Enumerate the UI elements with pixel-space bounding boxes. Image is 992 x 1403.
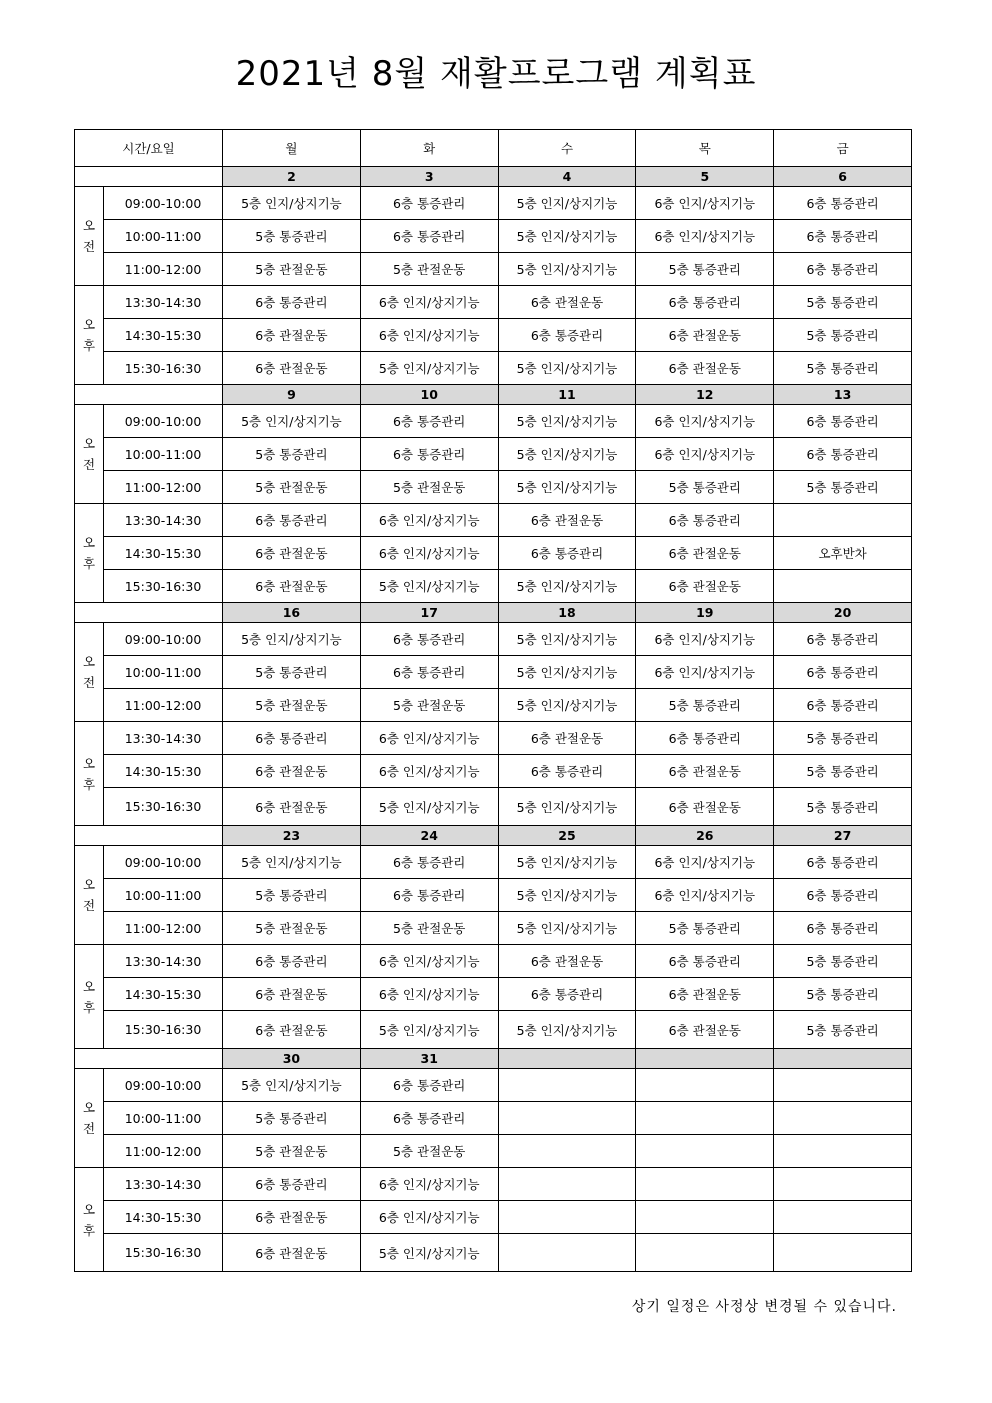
table-row xyxy=(75,220,912,253)
table-row xyxy=(75,253,912,286)
date-cell xyxy=(636,1049,774,1069)
time-slot-label: 14:30-15:30 xyxy=(104,978,223,1011)
period-label-pm: 오 후 xyxy=(75,1168,104,1272)
program-cell: 6층 통증관리 xyxy=(360,1102,498,1135)
program-cell: 5층 통증관리 xyxy=(223,220,361,253)
program-cell: 6층 관절운동 xyxy=(223,319,361,352)
program-cell: 5층 관절운동 xyxy=(223,1135,361,1168)
date-row xyxy=(75,385,912,405)
time-slot-label: 09:00-10:00 xyxy=(104,623,223,656)
period-label-am: 오 전 xyxy=(75,405,104,504)
table-row xyxy=(75,1011,912,1049)
table-row xyxy=(75,689,912,722)
day-header-tue: 화 xyxy=(360,130,498,167)
program-cell: 6층 인지/상지기능 xyxy=(360,504,498,537)
program-cell: 5층 인지/상지기능 xyxy=(498,623,636,656)
program-cell: 6층 관절운동 xyxy=(636,319,774,352)
program-cell xyxy=(636,1168,774,1201)
table-row xyxy=(75,945,912,978)
date-cell: 11 xyxy=(498,385,636,405)
program-cell: 6층 통증관리 xyxy=(223,945,361,978)
date-cell xyxy=(498,1049,636,1069)
table-row xyxy=(75,570,912,603)
program-cell xyxy=(498,1102,636,1135)
program-cell: 6층 통증관리 xyxy=(636,945,774,978)
time-slot-label: 14:30-15:30 xyxy=(104,319,223,352)
page-title: 2021년 8월 재활프로그램 계획표 xyxy=(235,54,757,94)
date-cell: 13 xyxy=(774,385,912,405)
table-row xyxy=(75,286,912,319)
period-label-am: 오 전 xyxy=(75,623,104,722)
day-header-mon: 월 xyxy=(223,130,361,167)
program-cell xyxy=(774,1234,912,1272)
date-cell: 5 xyxy=(636,167,774,187)
program-cell: 5층 관절운동 xyxy=(360,689,498,722)
program-cell: 6층 통증관리 xyxy=(360,405,498,438)
program-cell: 6층 인지/상지기능 xyxy=(360,945,498,978)
date-cell: 9 xyxy=(223,385,361,405)
program-cell: 6층 관절운동 xyxy=(636,788,774,826)
program-cell: 5층 통증관리 xyxy=(774,945,912,978)
program-cell: 6층 통증관리 xyxy=(774,879,912,912)
program-cell: 6층 관절운동 xyxy=(498,722,636,755)
program-cell: 6층 인지/상지기능 xyxy=(636,438,774,471)
table-row xyxy=(75,1135,912,1168)
time-slot-label: 13:30-14:30 xyxy=(104,945,223,978)
program-cell: 6층 통증관리 xyxy=(223,286,361,319)
program-cell: 6층 관절운동 xyxy=(636,537,774,570)
program-cell: 6층 통증관리 xyxy=(774,187,912,220)
period-label-pm: 오 후 xyxy=(75,504,104,603)
program-cell xyxy=(636,1135,774,1168)
table-row xyxy=(75,1234,912,1272)
time-slot-label: 11:00-12:00 xyxy=(104,253,223,286)
table-row xyxy=(75,471,912,504)
table-row xyxy=(75,1069,912,1102)
program-cell: 5층 인지/상지기능 xyxy=(223,405,361,438)
time-slot-label: 11:00-12:00 xyxy=(104,912,223,945)
date-cell: 25 xyxy=(498,826,636,846)
date-cell: 12 xyxy=(636,385,774,405)
program-cell: 5층 인지/상지기능 xyxy=(498,220,636,253)
table-row xyxy=(75,722,912,755)
time-slot-label: 14:30-15:30 xyxy=(104,537,223,570)
program-cell xyxy=(774,1102,912,1135)
program-cell: 5층 인지/상지기능 xyxy=(498,570,636,603)
program-cell: 6층 통증관리 xyxy=(360,187,498,220)
program-cell: 5층 인지/상지기능 xyxy=(498,187,636,220)
program-cell: 6층 통증관리 xyxy=(774,623,912,656)
program-cell: 5층 관절운동 xyxy=(223,471,361,504)
date-row xyxy=(75,167,912,187)
date-row xyxy=(75,1049,912,1069)
time-slot-label: 10:00-11:00 xyxy=(104,656,223,689)
program-cell: 6층 인지/상지기능 xyxy=(360,978,498,1011)
program-cell: 6층 인지/상지기능 xyxy=(636,846,774,879)
program-cell: 6층 관절운동 xyxy=(498,945,636,978)
date-cell: 30 xyxy=(223,1049,361,1069)
program-cell: 6층 인지/상지기능 xyxy=(360,319,498,352)
program-cell: 5층 인지/상지기능 xyxy=(223,623,361,656)
program-cell: 5층 인지/상지기능 xyxy=(223,187,361,220)
program-cell: 6층 통증관리 xyxy=(636,286,774,319)
program-cell: 5층 인지/상지기능 xyxy=(360,1011,498,1049)
time-slot-label: 11:00-12:00 xyxy=(104,1135,223,1168)
time-slot-label: 15:30-16:30 xyxy=(104,352,223,385)
program-cell: 6층 관절운동 xyxy=(636,352,774,385)
program-cell: 6층 인지/상지기능 xyxy=(636,623,774,656)
time-slot-label: 10:00-11:00 xyxy=(104,220,223,253)
date-cell: 31 xyxy=(360,1049,498,1069)
period-label-am: 오 전 xyxy=(75,187,104,286)
time-slot-label: 13:30-14:30 xyxy=(104,504,223,537)
schedule-body xyxy=(75,130,912,1272)
table-row xyxy=(75,504,912,537)
program-cell xyxy=(636,1102,774,1135)
program-cell: 5층 통증관리 xyxy=(774,471,912,504)
program-cell: 6층 관절운동 xyxy=(223,537,361,570)
table-row xyxy=(75,405,912,438)
program-cell: 6층 통증관리 xyxy=(774,656,912,689)
program-cell: 5층 인지/상지기능 xyxy=(498,912,636,945)
period-label-pm: 오 후 xyxy=(75,286,104,385)
program-cell: 6층 통증관리 xyxy=(360,220,498,253)
program-cell: 5층 관절운동 xyxy=(360,471,498,504)
program-cell: 5층 인지/상지기능 xyxy=(498,471,636,504)
program-cell: 6층 인지/상지기능 xyxy=(636,187,774,220)
program-cell: 6층 인지/상지기능 xyxy=(360,286,498,319)
program-cell: 5층 관절운동 xyxy=(223,912,361,945)
time-slot-label: 13:30-14:30 xyxy=(104,722,223,755)
program-cell: 5층 통증관리 xyxy=(223,1102,361,1135)
program-cell xyxy=(636,1201,774,1234)
date-cell: 27 xyxy=(774,826,912,846)
table-row xyxy=(75,879,912,912)
period-label-pm: 오 후 xyxy=(75,722,104,826)
program-cell xyxy=(636,1069,774,1102)
program-cell: 6층 통증관리 xyxy=(223,504,361,537)
program-cell xyxy=(774,504,912,537)
program-cell: 6층 통증관리 xyxy=(498,755,636,788)
program-cell: 5층 인지/상지기능 xyxy=(223,1069,361,1102)
program-cell: 6층 통증관리 xyxy=(498,978,636,1011)
program-cell: 5층 인지/상지기능 xyxy=(498,846,636,879)
table-row xyxy=(75,319,912,352)
date-row xyxy=(75,826,912,846)
program-cell: 6층 인지/상지기능 xyxy=(636,405,774,438)
program-cell: 6층 통증관리 xyxy=(774,405,912,438)
program-cell: 6층 통증관리 xyxy=(774,220,912,253)
program-cell: 5층 통증관리 xyxy=(636,471,774,504)
program-cell: 5층 관절운동 xyxy=(223,253,361,286)
program-cell xyxy=(636,1234,774,1272)
time-slot-label: 09:00-10:00 xyxy=(104,405,223,438)
program-cell xyxy=(498,1069,636,1102)
program-cell: 5층 통증관리 xyxy=(223,656,361,689)
date-cell: 26 xyxy=(636,826,774,846)
day-header-fri: 금 xyxy=(774,130,912,167)
time-slot-label: 14:30-15:30 xyxy=(104,1201,223,1234)
footnote: 상기 일정은 사정상 변경될 수 있습니다. xyxy=(631,1299,897,1315)
program-cell: 5층 인지/상지기능 xyxy=(360,788,498,826)
program-cell: 6층 통증관리 xyxy=(360,1069,498,1102)
time-slot-label: 15:30-16:30 xyxy=(104,570,223,603)
program-cell: 5층 통증관리 xyxy=(636,912,774,945)
program-cell: 6층 관절운동 xyxy=(223,570,361,603)
period-label-pm: 오 후 xyxy=(75,945,104,1049)
program-cell: 6층 통증관리 xyxy=(360,438,498,471)
period-label-am: 오 전 xyxy=(75,1069,104,1168)
program-cell: 6층 통증관리 xyxy=(360,656,498,689)
program-cell: 6층 관절운동 xyxy=(223,1011,361,1049)
header-row xyxy=(75,130,912,167)
time-slot-label: 14:30-15:30 xyxy=(104,755,223,788)
time-slot-label: 15:30-16:30 xyxy=(104,788,223,826)
program-cell: 5층 인지/상지기능 xyxy=(498,1011,636,1049)
program-cell: 5층 통증관리 xyxy=(636,689,774,722)
program-cell: 5층 인지/상지기능 xyxy=(498,788,636,826)
time-slot-label: 09:00-10:00 xyxy=(104,846,223,879)
time-slot-label: 10:00-11:00 xyxy=(104,1102,223,1135)
table-row xyxy=(75,537,912,570)
program-cell: 6층 통증관리 xyxy=(774,912,912,945)
program-cell: 6층 통증관리 xyxy=(360,623,498,656)
program-cell: 5층 통증관리 xyxy=(774,319,912,352)
table-row xyxy=(75,1168,912,1201)
date-cell: 10 xyxy=(360,385,498,405)
program-cell: 5층 관절운동 xyxy=(360,253,498,286)
program-cell: 6층 통증관리 xyxy=(636,504,774,537)
date-cell: 17 xyxy=(360,603,498,623)
program-cell: 5층 통증관리 xyxy=(774,788,912,826)
program-cell: 5층 통증관리 xyxy=(774,1011,912,1049)
program-cell: 5층 통증관리 xyxy=(223,438,361,471)
program-cell: 6층 관절운동 xyxy=(498,504,636,537)
table-row xyxy=(75,755,912,788)
time-slot-label: 15:30-16:30 xyxy=(104,1011,223,1049)
program-cell: 5층 통증관리 xyxy=(774,978,912,1011)
time-slot-label: 09:00-10:00 xyxy=(104,1069,223,1102)
table-row xyxy=(75,912,912,945)
time-slot-label: 15:30-16:30 xyxy=(104,1234,223,1272)
program-cell: 5층 인지/상지기능 xyxy=(498,438,636,471)
date-row-spacer xyxy=(75,1049,223,1069)
program-cell: 6층 관절운동 xyxy=(223,788,361,826)
program-cell: 5층 인지/상지기능 xyxy=(360,1234,498,1272)
table-row xyxy=(75,1201,912,1234)
program-cell: 5층 통증관리 xyxy=(636,253,774,286)
date-cell: 18 xyxy=(498,603,636,623)
program-cell: 5층 인지/상지기능 xyxy=(498,656,636,689)
program-cell: 오후반차 xyxy=(774,537,912,570)
program-cell: 6층 관절운동 xyxy=(636,978,774,1011)
program-cell: 6층 통증관리 xyxy=(774,846,912,879)
program-cell: 6층 인지/상지기능 xyxy=(636,879,774,912)
program-cell: 6층 관절운동 xyxy=(636,570,774,603)
day-header-wed: 수 xyxy=(498,130,636,167)
date-cell: 23 xyxy=(223,826,361,846)
date-cell: 24 xyxy=(360,826,498,846)
program-cell: 6층 관절운동 xyxy=(223,1201,361,1234)
program-cell: 5층 인지/상지기능 xyxy=(360,570,498,603)
time-slot-label: 10:00-11:00 xyxy=(104,438,223,471)
time-slot-label: 11:00-12:00 xyxy=(104,689,223,722)
schedule-table xyxy=(74,129,912,1272)
program-cell: 6층 인지/상지기능 xyxy=(360,1168,498,1201)
table-row xyxy=(75,187,912,220)
program-cell: 5층 관절운동 xyxy=(223,689,361,722)
program-cell xyxy=(774,1069,912,1102)
date-cell: 20 xyxy=(774,603,912,623)
program-cell: 5층 인지/상지기능 xyxy=(498,253,636,286)
program-cell: 6층 통증관리 xyxy=(774,689,912,722)
program-cell: 5층 인지/상지기능 xyxy=(498,689,636,722)
program-cell: 5층 통증관리 xyxy=(774,755,912,788)
date-cell: 16 xyxy=(223,603,361,623)
program-cell: 6층 인지/상지기능 xyxy=(360,537,498,570)
period-label-am: 오 전 xyxy=(75,846,104,945)
program-cell: 6층 통증관리 xyxy=(360,846,498,879)
program-cell: 6층 관절운동 xyxy=(223,352,361,385)
date-cell: 4 xyxy=(498,167,636,187)
program-cell: 6층 관절운동 xyxy=(223,755,361,788)
date-cell: 19 xyxy=(636,603,774,623)
program-cell: 5층 인지/상지기능 xyxy=(498,879,636,912)
program-cell xyxy=(774,570,912,603)
date-cell xyxy=(774,1049,912,1069)
program-cell: 6층 통증관리 xyxy=(774,253,912,286)
program-cell: 6층 인지/상지기능 xyxy=(360,1201,498,1234)
program-cell: 6층 통증관리 xyxy=(223,722,361,755)
program-cell: 5층 통증관리 xyxy=(774,286,912,319)
date-row-spacer xyxy=(75,167,223,187)
program-cell: 5층 인지/상지기능 xyxy=(223,846,361,879)
program-cell: 5층 통증관리 xyxy=(223,879,361,912)
table-row xyxy=(75,1102,912,1135)
program-cell xyxy=(774,1135,912,1168)
program-cell: 6층 관절운동 xyxy=(636,755,774,788)
program-cell: 5층 인지/상지기능 xyxy=(498,352,636,385)
program-cell: 6층 인지/상지기능 xyxy=(360,755,498,788)
table-row xyxy=(75,352,912,385)
date-row-spacer xyxy=(75,826,223,846)
program-cell: 5층 통증관리 xyxy=(774,352,912,385)
program-cell: 6층 통증관리 xyxy=(223,1168,361,1201)
program-cell: 6층 통증관리 xyxy=(498,537,636,570)
time-slot-label: 11:00-12:00 xyxy=(104,471,223,504)
program-cell: 6층 관절운동 xyxy=(223,1234,361,1272)
program-cell: 5층 인지/상지기능 xyxy=(360,352,498,385)
program-cell: 5층 통증관리 xyxy=(774,722,912,755)
program-cell: 5층 인지/상지기능 xyxy=(498,405,636,438)
program-cell: 6층 관절운동 xyxy=(498,286,636,319)
program-cell: 6층 관절운동 xyxy=(223,978,361,1011)
time-day-header: 시간/요일 xyxy=(75,130,223,167)
table-row xyxy=(75,846,912,879)
date-cell: 3 xyxy=(360,167,498,187)
program-cell: 6층 통증관리 xyxy=(360,879,498,912)
program-cell: 6층 인지/상지기능 xyxy=(360,722,498,755)
table-row xyxy=(75,978,912,1011)
program-cell: 5층 관절운동 xyxy=(360,912,498,945)
date-row-spacer xyxy=(75,385,223,405)
program-cell xyxy=(774,1201,912,1234)
time-slot-label: 13:30-14:30 xyxy=(104,1168,223,1201)
date-row-spacer xyxy=(75,603,223,623)
program-cell: 6층 관절운동 xyxy=(636,1011,774,1049)
day-header-thu: 목 xyxy=(636,130,774,167)
time-slot-label: 10:00-11:00 xyxy=(104,879,223,912)
program-cell xyxy=(498,1201,636,1234)
date-cell: 6 xyxy=(774,167,912,187)
program-cell: 6층 통증관리 xyxy=(498,319,636,352)
table-row xyxy=(75,788,912,826)
table-row xyxy=(75,623,912,656)
program-cell: 6층 통증관리 xyxy=(774,438,912,471)
program-cell xyxy=(774,1168,912,1201)
program-cell xyxy=(498,1234,636,1272)
program-cell xyxy=(498,1168,636,1201)
time-slot-label: 09:00-10:00 xyxy=(104,187,223,220)
time-slot-label: 13:30-14:30 xyxy=(104,286,223,319)
program-cell: 5층 관절운동 xyxy=(360,1135,498,1168)
program-cell: 6층 인지/상지기능 xyxy=(636,220,774,253)
table-row xyxy=(75,438,912,471)
program-cell: 6층 인지/상지기능 xyxy=(636,656,774,689)
table-row xyxy=(75,656,912,689)
date-cell: 2 xyxy=(223,167,361,187)
program-cell xyxy=(498,1135,636,1168)
date-row xyxy=(75,603,912,623)
program-cell: 6층 통증관리 xyxy=(636,722,774,755)
